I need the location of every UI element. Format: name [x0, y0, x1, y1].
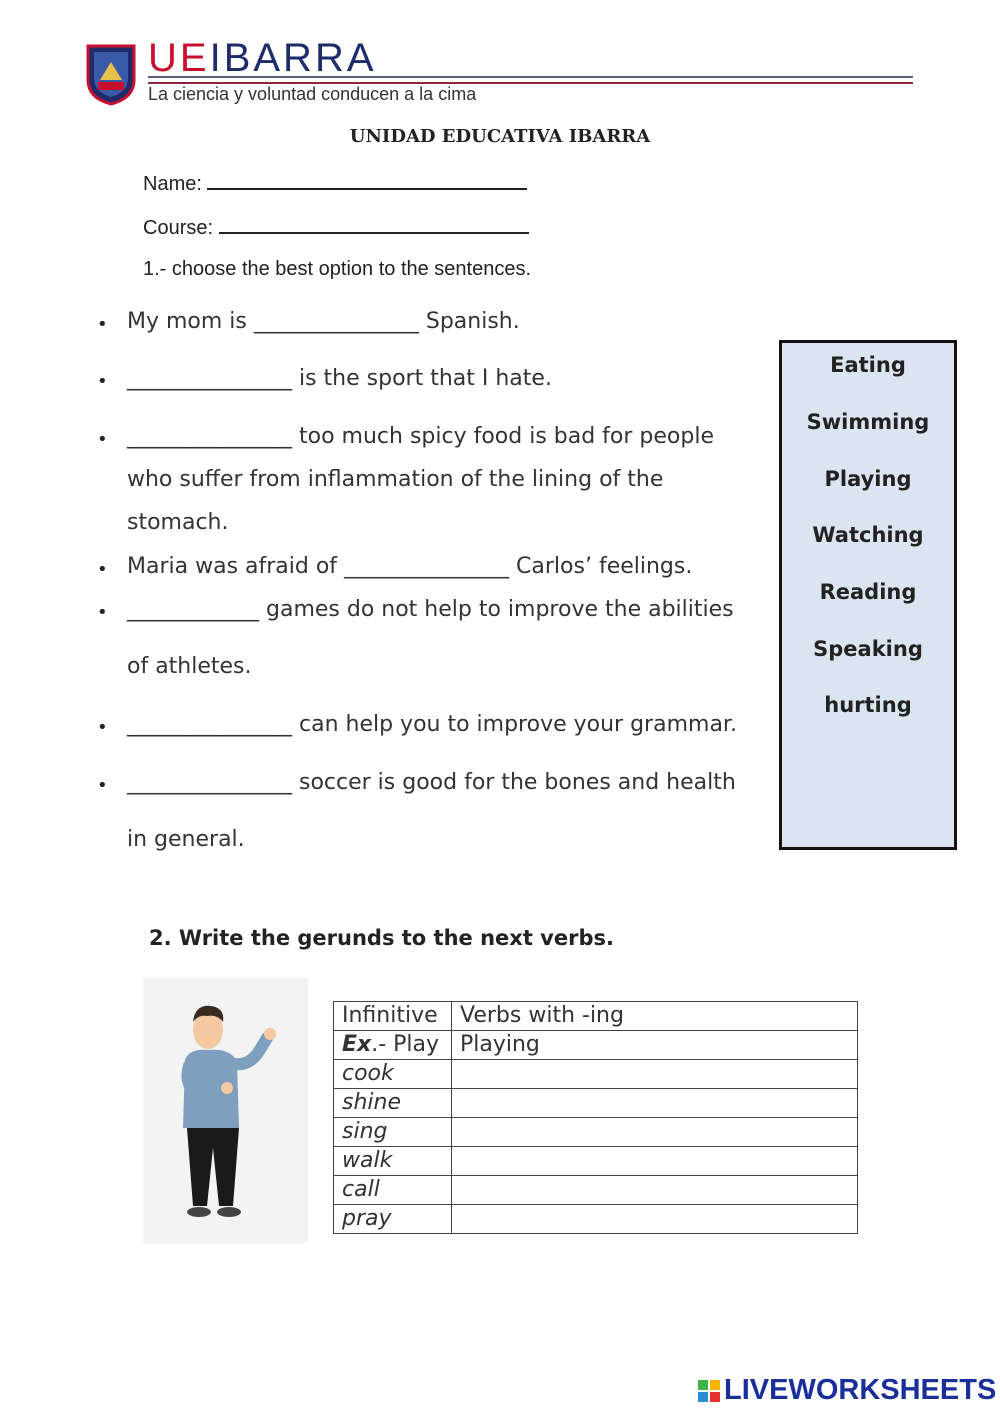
- section2-instruction: 2. Write the gerunds to the next verbs.: [149, 926, 614, 950]
- table-row: [334, 1089, 858, 1118]
- sentence-1: My mom is _______________ Spanish.: [127, 309, 520, 334]
- school-motto: La ciencia y voluntad conducen a la cima: [148, 84, 477, 104]
- sentence-6: _______________ can help you to improve your grammar.: [127, 712, 737, 737]
- bullet: •: [97, 429, 108, 450]
- course-label: Course:: [143, 217, 214, 239]
- verbs-table: [333, 1001, 858, 1234]
- word-bank-item: Swimming: [806, 410, 930, 434]
- section1-instruction: 1.- choose the best option to the sentences.: [143, 258, 532, 280]
- table-row: [334, 1176, 858, 1205]
- table-header: Verbs with -ing: [452, 1002, 858, 1031]
- table-row: [334, 1147, 858, 1176]
- course-field: [143, 214, 529, 240]
- name-label: Name:: [143, 173, 202, 195]
- table-row-example: [334, 1031, 858, 1060]
- school-title: UNIDAD EDUCATIVA IBARRA: [349, 126, 651, 147]
- name-input-line[interactable]: [207, 170, 527, 190]
- word-bank-item: Watching: [812, 523, 924, 547]
- sentence-7-line-1: _______________ soccer is good for the bones and health: [127, 770, 736, 795]
- sentence-5-line-2: of athletes.: [127, 654, 252, 679]
- infinitive-cell: walk: [334, 1147, 452, 1176]
- bullet: •: [97, 371, 108, 392]
- pointing-man-illustration: [143, 978, 308, 1243]
- bullet: •: [97, 775, 108, 796]
- infinitive-cell: cook: [334, 1060, 452, 1089]
- bullet: •: [97, 717, 108, 738]
- sentence-3-line-3: stomach.: [127, 510, 229, 535]
- infinitive-cell: shine: [334, 1089, 452, 1118]
- word-bank-item: hurting: [824, 693, 912, 717]
- liveworksheets-logo-icon: [698, 1380, 720, 1402]
- table-row: [334, 1118, 858, 1147]
- gerund-answer-cell[interactable]: [452, 1205, 858, 1234]
- gerund-answer-cell[interactable]: [452, 1089, 858, 1118]
- example-verb: .- Play: [371, 1032, 440, 1057]
- school-brand-logotype: [148, 36, 377, 81]
- gerund-answer-cell[interactable]: [452, 1176, 858, 1205]
- bullet: •: [97, 602, 108, 623]
- sentence-3-line-1: _______________ too much spicy food is bad for people: [127, 424, 714, 449]
- word-bank-item: Reading: [819, 580, 917, 604]
- brand-ue: UE: [148, 36, 210, 80]
- school-crest-logo: [86, 42, 136, 106]
- gerund-answer-cell[interactable]: [452, 1147, 858, 1176]
- example-prefix: Ex: [342, 1032, 372, 1057]
- bullet: •: [97, 559, 108, 580]
- word-bank: [779, 340, 957, 850]
- sentence-2: _______________ is the sport that I hate.: [127, 366, 552, 391]
- sentence-4: Maria was afraid of _______________ Carlos’ feelings.: [127, 554, 693, 579]
- header-divider: [148, 76, 913, 84]
- sentence-3-line-2: who suffer from inflammation of the lining of the: [127, 467, 664, 492]
- word-bank-item: Playing: [824, 467, 912, 491]
- table-header-row: [334, 1002, 858, 1031]
- infinitive-cell: pray: [334, 1205, 452, 1234]
- example-answer: Playing: [452, 1031, 858, 1060]
- table-row: [334, 1205, 858, 1234]
- liveworksheets-watermark: LIVEWORKSHEETS: [724, 1374, 997, 1406]
- table-header: Infinitive: [334, 1002, 452, 1031]
- infinitive-cell: sing: [334, 1118, 452, 1147]
- brand-ibarra: IBARRA: [209, 36, 377, 80]
- bullet: •: [97, 314, 108, 335]
- sentence-5-line-1: ____________ games do not help to improve the abilities: [127, 597, 734, 622]
- word-bank-item: Eating: [830, 353, 906, 377]
- example-cell: [334, 1031, 452, 1060]
- course-input-line[interactable]: [219, 214, 529, 234]
- sentence-7-line-2: in general.: [127, 827, 245, 852]
- gerund-answer-cell[interactable]: [452, 1060, 858, 1089]
- name-field: [143, 170, 527, 196]
- infinitive-cell: call: [334, 1176, 452, 1205]
- word-bank-item: Speaking: [813, 637, 923, 661]
- table-row: [334, 1060, 858, 1089]
- gerund-answer-cell[interactable]: [452, 1118, 858, 1147]
